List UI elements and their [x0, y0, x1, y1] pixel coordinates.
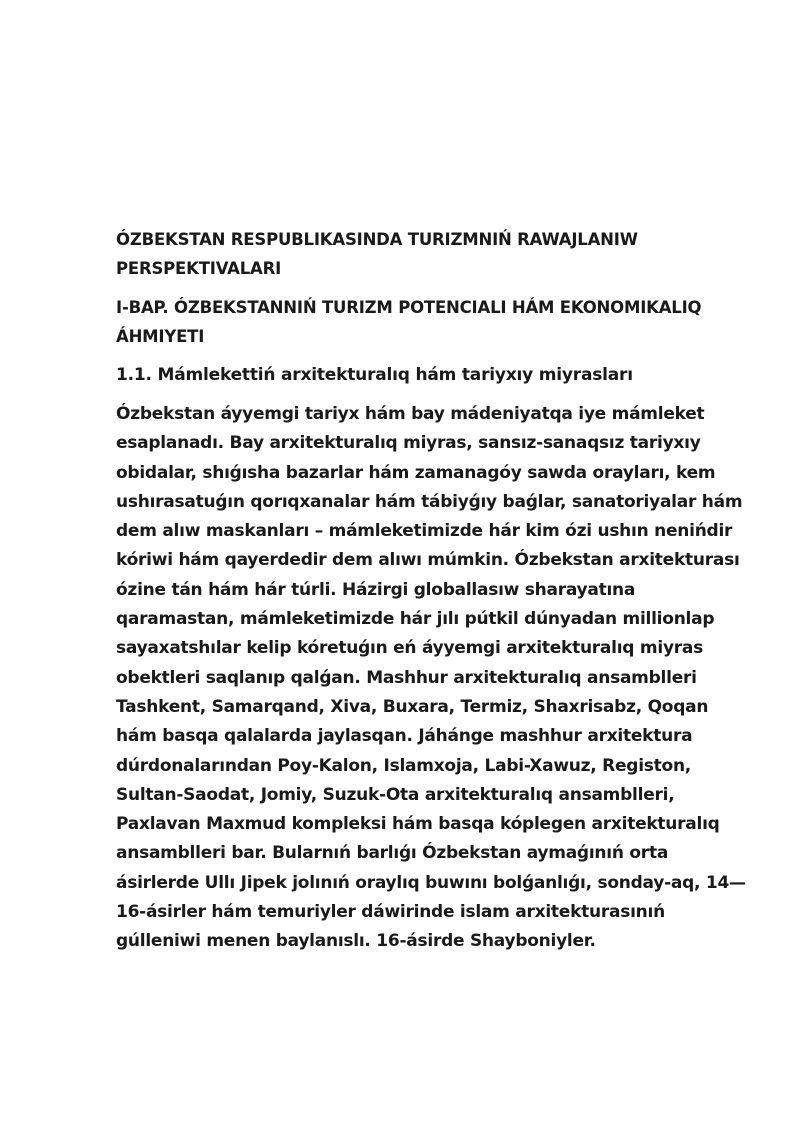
section-title: 1.1. Mámlekettiń arxitekturalıq hám tariyxıy miyrasları — [116, 365, 633, 385]
chapter-title: I-BAP. ÓZBEKSTANNIŃ TURIZM POTENCIALI HÁM EKONOMIKALIQ ÁHMIYETI — [116, 298, 702, 346]
body-paragraph: Ózbekstan áyyemgi tariyx hám bay mádeniyatqa iye mámleket esaplanadı. Bay arxitekturalıq miyras, sansız-sanaqsız tariyxıy obidalar, shıǵısha bazarlar hám zamanagóy sawda orayları, kem ushırasatuǵın qorıqxanalar hám tábiyǵıy baǵlar, sanatoriyalar hám dem alıw maskanları – mámleketimizde hár kim ózi ushın nenińdir kóriwi hám qayerdedir dem alıwı múmkin. Ózbekstan arxitekturası ózine tán hám hár túrli. Házirgi globallasıw sharayatına qaramastan, mámleketimizde hár jılı pútkil dúnyadan millionlap sayaxatshılar kelip kóretuǵın eń áyyemgi arxitekturalıq miyras obektleri saqlanıp qalǵan. Mashhur arxitekturalıq ansamblleri Tashkent, Samarqand, Xiva, Buxara, Termiz, Shaxrisabz, Qoqan hám basqa qalalarda jaylasqan. Jáhánge mashhur arxitektura dúrdonalarından Poy-Kalon, Islamxoja, Labi-Xawuz, Registon, Sultan-Saodat, Jomiy, Suzuk-Ota arxitekturalıq ansamblleri, Paxlavan Maxmud kompleksi hám basqa kóplegen arxitekturalıq ansamblleri bar. Bularnıń barlıǵı Ózbekstan aymaǵınıń orta ásirlerde Ullı Jipek jolınıń oraylıq buwını bolǵanlıǵı, sonday-aq, 14—16-ásirler hám temuriyler dáwirinde islam arxitekturasınıń gúlleniwi menen baylanıslı. 16-ásirde Shayboniyler. — [116, 404, 746, 952]
document-content — [116, 225, 746, 957]
document-title: ÓZBEKSTAN RESPUBLIKASINDA TURIZMNIŃ RAWAJLANIW PERSPEKTIVALARI — [116, 230, 638, 278]
